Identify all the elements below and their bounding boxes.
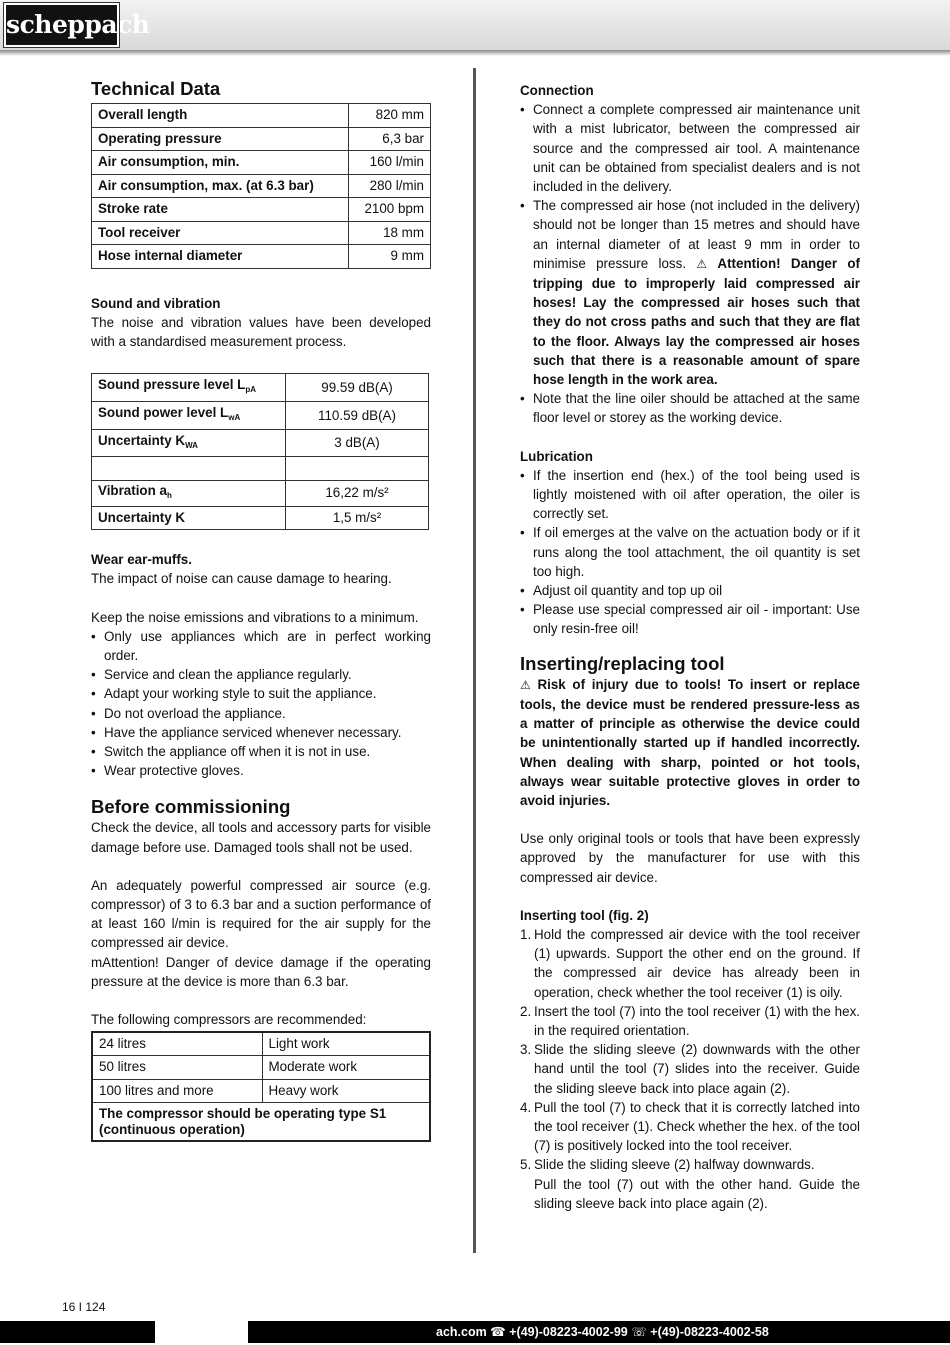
table-row (92, 480, 429, 506)
table-cell-label (92, 374, 286, 402)
before-commissioning-heading: Before commissioning (91, 796, 291, 818)
table-cell-label: Air consumption, max. (at 6.3 bar) (92, 174, 349, 198)
hose-text: The compressed air hose (not included in the delivery) should not be longer than 15 metres and should have an internal diameter of at least 9 mm in order to minimise pressure loss. (533, 198, 860, 271)
table-cell-value: 3 dB(A) (286, 430, 429, 457)
table-cell-usage: Heavy work (262, 1079, 430, 1103)
step-number: 2. (520, 1003, 532, 1019)
lubrication-heading: Lubrication (520, 448, 593, 464)
ear-muffs-text: The impact of noise can cause damage to hearing. (91, 571, 392, 587)
step-number: 1. (520, 926, 532, 942)
right-column (520, 81, 860, 1213)
brand-logo: scheppach (4, 3, 119, 47)
table-cell-label (92, 430, 286, 457)
table-cell-value: 280 l/min (349, 174, 431, 198)
technical-data-heading: Technical Data (91, 78, 221, 99)
compressors-intro-text: The following compressors are recommended: (91, 1011, 367, 1027)
table-row (92, 198, 431, 222)
list-item (520, 1098, 860, 1156)
list-item: • Wear protective gloves. (91, 761, 431, 780)
page-number: 16 I 124 (62, 1300, 106, 1314)
label-text: Sound power level L (98, 405, 229, 421)
table-row (92, 374, 429, 402)
table-cell-size: 100 litres and more (92, 1079, 262, 1103)
table-cell-usage: Moderate work (262, 1056, 430, 1080)
noise-measures-list (91, 627, 431, 781)
table-row (92, 245, 431, 269)
warning-icon: ⚠ (696, 256, 708, 271)
step-number: 3. (520, 1042, 532, 1058)
tool-warning-text: Risk of injury due to tools! To insert or replace tools, the device must be rendered pressure-less as a matter of principle as otherwise the device could be unintentionally started up if handled incorrectly. When dealing with sharp, pointed or hot tools, always wear suitable protective gloves in order to avoid injuries. (520, 676, 860, 808)
list-item (520, 1002, 860, 1040)
table-cell-size: 24 litres (92, 1032, 262, 1056)
table-row (92, 402, 429, 430)
table-cell-value: 1,5 m/s² (286, 506, 429, 530)
table-cell-value: 2100 bpm (349, 198, 431, 222)
list-item: • If the insertion end (hex.) of the tool being used is lightly moistened with oil after operation, the oiler is correctly set. (520, 466, 860, 524)
original-tools-text: Use only original tools or tools that have been expressly approved by the manufacturer for use with this compressed air device. (520, 831, 860, 885)
list-item: • Please use special compressed air oil - important: Use only resin-free oil! (520, 600, 860, 638)
label-text: Vibration a (98, 482, 167, 498)
connection-list (520, 100, 860, 427)
list-item (520, 925, 860, 1002)
table-row (92, 151, 431, 175)
table-cell-value: 160 l/min (349, 151, 431, 175)
inserting-replacing-heading: Inserting/replacing tool (520, 652, 725, 674)
step-number: 4. (520, 1099, 532, 1115)
list-item: • If oil emerges at the valve on the actuation body or if it runs along the tool attachment, the oil quantity is set too high. (520, 523, 860, 581)
list-item: • Only use appliances which are in perfect working order. (91, 627, 431, 665)
list-item (520, 1155, 860, 1213)
lubrication-list (520, 466, 860, 639)
technical-data-table (91, 103, 431, 269)
footer-contact: ach.com ☎ +(49)-08223-4002-99 ☏ +(49)-08223-4002-58 (436, 1325, 769, 1339)
sound-vibration-text: The noise and vibration values have been developed with a standardised measurement process. (91, 314, 431, 349)
list-item: • Do not overload the appliance. (91, 704, 431, 723)
table-cell-label: Overall length (92, 104, 349, 128)
list-item: • Connect a complete compressed air maintenance unit with a mist lubricator, between the compressed air source and the compressed air tool. A maintenance unit can be obtained from specialist dealers and is not included in the delivery. (520, 100, 860, 196)
step-text: Slide the sliding sleeve (2) downwards with the other hand until the tool (7) slides into the receiver. Guide the sliding sleeve back into place again (2). (534, 1042, 860, 1096)
air-source-text: An adequately powerful compressed air source (e.g. compressor) of 3 to 6.3 bar and a suction performance of at least 160 l/min is required for the air supply for the compressed air device. (91, 877, 431, 951)
table-cell-value: 6,3 bar (349, 127, 431, 151)
table-cell-note: The compressor should be operating type S1 (continuous operation) (92, 1103, 430, 1141)
pressure-warning-text: mAttention! Danger of device damage if the operating pressure at the device is more than 6.3 bar. (91, 954, 431, 989)
footer-gap (155, 1321, 248, 1343)
table-cell-label: Operating pressure (92, 127, 349, 151)
table-row (92, 430, 429, 457)
connection-heading: Connection (520, 83, 594, 98)
column-divider (473, 68, 476, 1253)
table-cell-value: 9 mm (349, 245, 431, 269)
table-cell-label (92, 480, 286, 506)
list-item: • Note that the line oiler should be attached at the same floor level or storey as the working device. (520, 389, 860, 427)
label-text: Sound pressure level L (98, 377, 246, 393)
table-cell-empty (286, 457, 429, 481)
header-shadow (0, 50, 950, 56)
list-item: • Have the appliance serviced whenever necessary. (91, 723, 431, 742)
list-item: • Adjust oil quantity and top up oil (520, 581, 860, 600)
subscript: wA (228, 413, 241, 423)
before-commissioning-text: Check the device, all tools and accessory parts for visible damage before use. Damaged tools shall not be used. (91, 820, 431, 855)
table-row (92, 1056, 430, 1080)
table-cell-label: Air consumption, min. (92, 151, 349, 175)
table-cell-value: 18 mm (349, 221, 431, 245)
noise-minimum-text: Keep the noise emissions and vibrations to a minimum. (91, 609, 419, 625)
table-cell-value: 16,22 m/s² (286, 480, 429, 506)
table-row-empty (92, 457, 429, 481)
sound-vibration-heading: Sound and vibration (91, 295, 221, 311)
table-cell-label: Hose internal diameter (92, 245, 349, 269)
table-cell-empty (92, 457, 286, 481)
inserting-steps-list (520, 925, 860, 1213)
table-row (92, 127, 431, 151)
step-text: Pull the tool (7) to check that it is correctly latched into the tool receiver (1). Check whether the hex. of the tool (7) is positively locked into the tool receiver. (534, 1099, 861, 1154)
table-row (92, 1032, 430, 1056)
table-row (92, 104, 431, 128)
table-cell-label: Tool receiver (92, 221, 349, 245)
list-item: • Service and clean the appliance regularly. (91, 665, 431, 684)
table-cell-value: 99.59 dB(A) (286, 374, 429, 402)
tripping-warning-text: Attention! Danger of tripping due to improperly laid compressed air hoses! Lay the compressed air hoses such that they do not cross paths and such that they are flat to the floor. Always lay the compressed air hoses such that there is a reasonable amount of spare hose length in the work area. (533, 255, 860, 388)
subscript: WA (185, 440, 198, 450)
warning-icon: ⚠ (520, 677, 531, 692)
ear-muffs-heading: Wear ear-muffs. (91, 552, 192, 568)
step-text: Slide the sliding sleeve (2) halfway downwards. (534, 1157, 815, 1173)
label-text: Uncertainty K (98, 432, 186, 448)
table-row (92, 1079, 430, 1103)
sound-table (91, 373, 429, 530)
compressor-table (91, 1031, 431, 1142)
table-cell-value: 110.59 dB(A) (286, 402, 429, 430)
step-text: Insert the tool (7) into the tool receiver (1) with the hex. in the required orientation. (534, 1003, 860, 1038)
left-column (91, 78, 431, 1142)
table-cell-usage: Light work (262, 1032, 430, 1056)
tool-warning (520, 675, 860, 810)
subscript: pA (245, 385, 257, 395)
step-text: Hold the compressed air device with the tool receiver (1) upwards. Support the other end on the ground. If the compressed air device has already been in operation, check whether the tool receiver (1) is oily. (534, 926, 860, 1000)
table-cell-label: Uncertainty K (92, 506, 286, 530)
list-item (520, 196, 860, 389)
table-row (92, 1103, 430, 1141)
list-item: • Adapt your working style to suit the appliance. (91, 684, 431, 703)
list-item: • Switch the appliance off when it is not in use. (91, 742, 431, 761)
step-text-continued: Pull the tool (7) out with the other hand. Guide the sliding sleeve back into place again (2). (534, 1176, 860, 1211)
table-cell-value: 820 mm (349, 104, 431, 128)
table-row (92, 221, 431, 245)
table-cell-label (92, 402, 286, 430)
table-row (92, 506, 429, 530)
step-number: 5. (520, 1157, 532, 1173)
inserting-tool-heading: Inserting tool (fig. 2) (520, 907, 649, 923)
table-row (92, 174, 431, 198)
table-cell-size: 50 litres (92, 1056, 262, 1080)
table-cell-label: Stroke rate (92, 198, 349, 222)
list-item (520, 1040, 860, 1098)
subscript: h (166, 490, 172, 500)
